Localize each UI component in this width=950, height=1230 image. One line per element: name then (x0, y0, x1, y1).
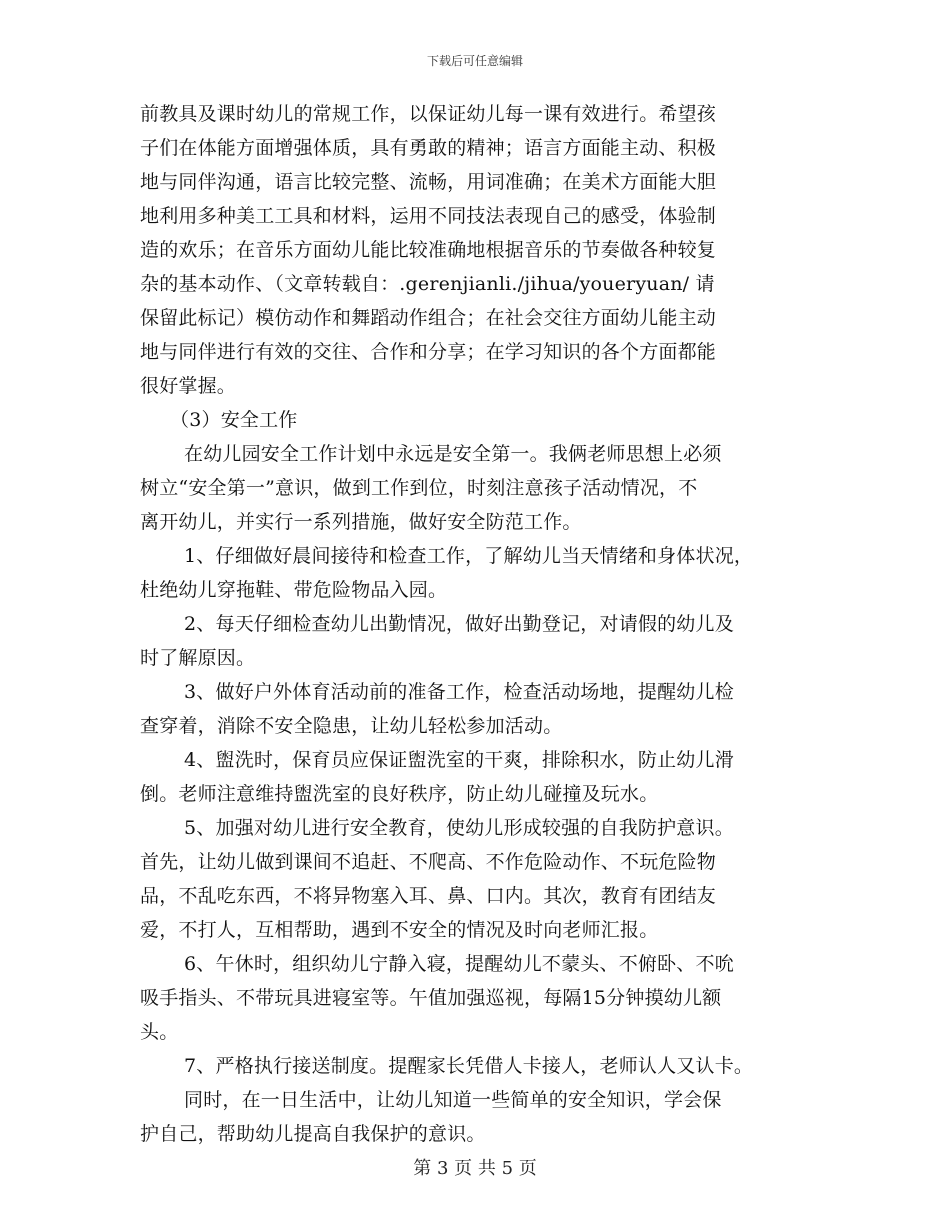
text-line: 爱，不打人，互相帮助，遇到不安全的情况及时向老师汇报。 (140, 919, 659, 941)
text-line: 杂的基本动作、（文章转载自：.gerenjianli./jihua/youeryuan/ 请 (140, 273, 715, 295)
text-line: 7、严格执行接送制度。提醒家长凭借人卡接人，老师认人又认卡。 (184, 1055, 754, 1077)
text-line: 离开幼儿，并实行一系列措施，做好安全防范工作。 (140, 511, 582, 533)
text-line: 品，不乱吃东西，不将异物塞入耳、鼻、口内。其次，教育有团结友 (140, 885, 717, 907)
text-line: 5、加强对幼儿进行安全教育，使幼儿形成较强的自我防护意识。 (184, 817, 734, 839)
text-line: 树立“安全第一”意识，做到工作到位，时刻注意孩子活动情况，不 (140, 477, 698, 499)
document-body (140, 97, 820, 1151)
text-line: 地与同伴沟通，语言比较完整、流畅，用词准确；在美术方面能大胆 (140, 171, 717, 193)
text-line: 倒。老师注意维持盥洗室的良好秩序，防止幼儿碰撞及玩水。 (140, 783, 659, 805)
text-line: 护自己，帮助幼儿提高自我保护的意识。 (140, 1123, 486, 1145)
page-number: 第 3 页 共 5 页 (413, 1158, 537, 1179)
text-line: 首先，让幼儿做到课间不追赶、不爬高、不作危险动作、不玩危险物 (140, 851, 717, 873)
text-line: 子们在体能方面增强体质，具有勇敢的精神；语言方面能主动、积极 (140, 137, 717, 159)
text-line: 4、盥洗时，保育员应保证盥洗室的干爽，排除积水，防止幼儿滑 (184, 749, 734, 771)
text-line: 保留此标记）模仿动作和舞蹈动作组合；在社会交往方面幼儿能主动 (140, 307, 717, 329)
text-line: 3、做好户外体育活动前的准备工作，检查活动场地，提醒幼儿检 (184, 681, 734, 703)
text-line: 造的欢乐；在音乐方面幼儿能比较准确地根据音乐的节奏做各种较复 (140, 239, 717, 261)
text-line: 1、仔细做好晨间接待和检查工作，了解幼儿当天情绪和身体状况， (184, 545, 754, 567)
text-line: 前教具及课时幼儿的常规工作，以保证幼儿每一课有效进行。希望孩 (140, 103, 717, 125)
text-line: 地与同伴进行有效的交往、合作和分享；在学习知识的各个方面都能 (140, 341, 717, 363)
text-line: 6、午休时，组织幼儿宁静入寝，提醒幼儿不蒙头、不俯卧、不吮 (184, 953, 734, 975)
text-line: 吸手指头、不带玩具进寝室等。午值加强巡视，每隔15分钟摸幼儿额 (140, 987, 722, 1009)
text-line: 地利用多种美工工具和材料，运用不同技法表现自己的感受，体验制 (140, 205, 717, 227)
section-heading: （3）安全工作 (170, 409, 298, 431)
text-line: 头。 (140, 1021, 179, 1043)
text-line: 查穿着，消除不安全隐患，让幼儿轻松参加活动。 (140, 715, 563, 737)
text-line: 时了解原因。 (140, 647, 256, 669)
text-line: 在幼儿园安全工作计划中永远是安全第一。我俩老师思想上必须 (184, 443, 722, 465)
text-line: 同时，在一日生活中，让幼儿知道一些简单的安全知识，学会保 (184, 1089, 722, 1111)
page-header: 下载后可任意编辑 (426, 54, 523, 68)
text-line: 2、每天仔细检查幼儿出勤情况，做好出勤登记，对请假的幼儿及 (184, 613, 734, 635)
text-line: 杜绝幼儿穿拖鞋、带危险物品入园。 (140, 579, 448, 601)
text-line: 很好掌握。 (140, 375, 237, 397)
